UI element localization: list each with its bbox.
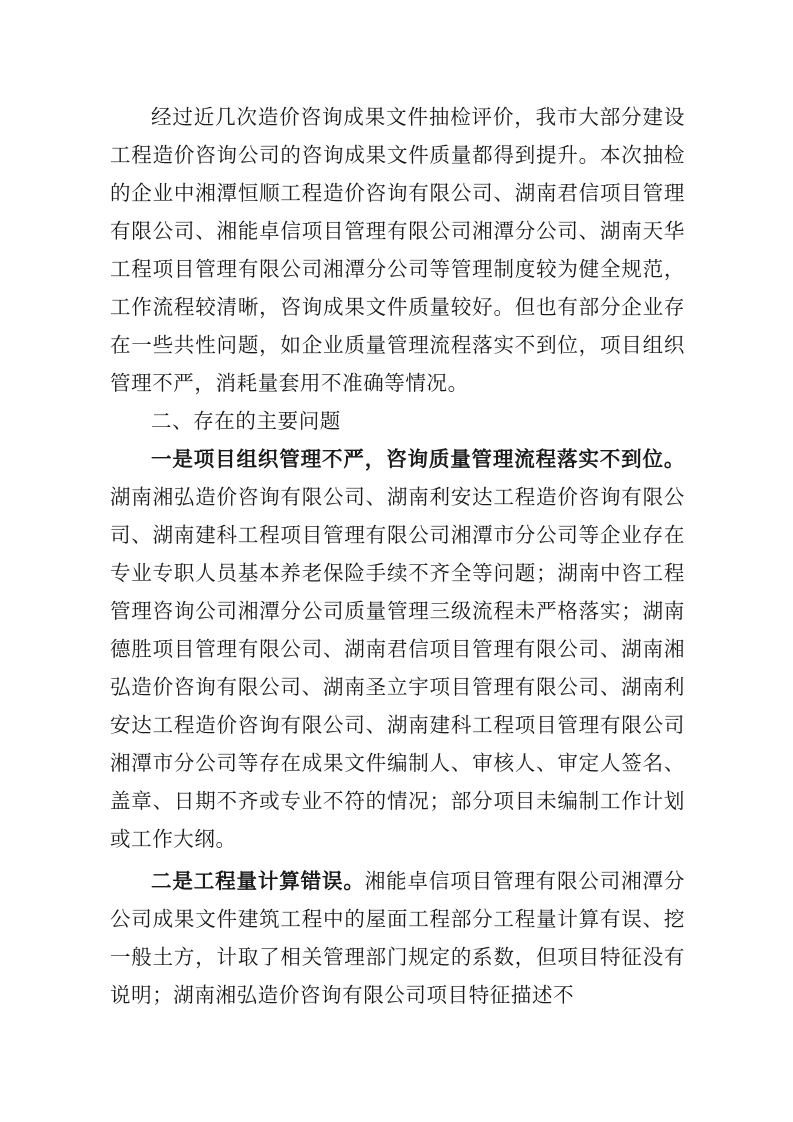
paragraph-issue-1-body: 湖南湘弘造价咨询有限公司、湖南利安达工程造价咨询有限公司、湖南建科工程项目管理有限公司湘潭市分公司等企业存在专业专职人员基本养老保险手续不齐全等问题；湖南中咨工程管理咨询公司湘潭分公司质量管理三级流程未严格落实；湖南德胜项目管理有限公司、湖南君信项目管理有限公司、湖南湘弘造价咨询有限公司、湖南圣立宇项目管理有限公司、湖南利安达工程造价咨询有限公司、湖南建科工程项目管理有限公司湘潭市分公司等存在成果文件编制人、审核人、审定人签名、盖章、日期不齐或专业不符的情况；部分项目未编制工作计划或工作大纲。 xyxy=(110,485,685,851)
paragraph-issue-2-body: 湘能卓信项目管理有限公司湘潭分公司成果文件建筑工程中的屋面工程部分工程量计算有误、挖一般土方，计取了相关管理部门规定的系数，但项目特征没有说明；湖南湘弘造价咨询有限公司项目特征描述不 xyxy=(110,869,686,1007)
paragraph-intro: 经过近几次造价咨询成果文件抽检评价，我市大部分建设工程造价咨询公司的咨询成果文件质量都得到提升。本次抽检的企业中湘潭恒顺工程造价咨询有限公司、湖南君信项目管理有限公司、湘能卓信项目管理有限公司湘潭分公司、湖南天华工程项目管理有限公司湘潭分公司等管理制度较为健全规范，工作流程较清晰，咨询成果文件质量较好。但也有部分企业存在一些共性问题，如企业质量管理流程落实不到位，项目组织管理不严，消耗量套用不准确等情况。 xyxy=(110,105,685,395)
paragraph-issue-1 xyxy=(110,440,685,858)
section-heading: 二、存在的主要问题 xyxy=(151,409,341,433)
paragraph-issue-2-lead: 二是工程量计算错误。 xyxy=(151,869,365,893)
paragraph-issue-1-lead: 一是项目组织管理不严，咨询质量管理流程落实不到位。 xyxy=(151,447,685,471)
document-page xyxy=(110,98,685,1014)
paragraph-issue-2 xyxy=(110,862,685,1014)
